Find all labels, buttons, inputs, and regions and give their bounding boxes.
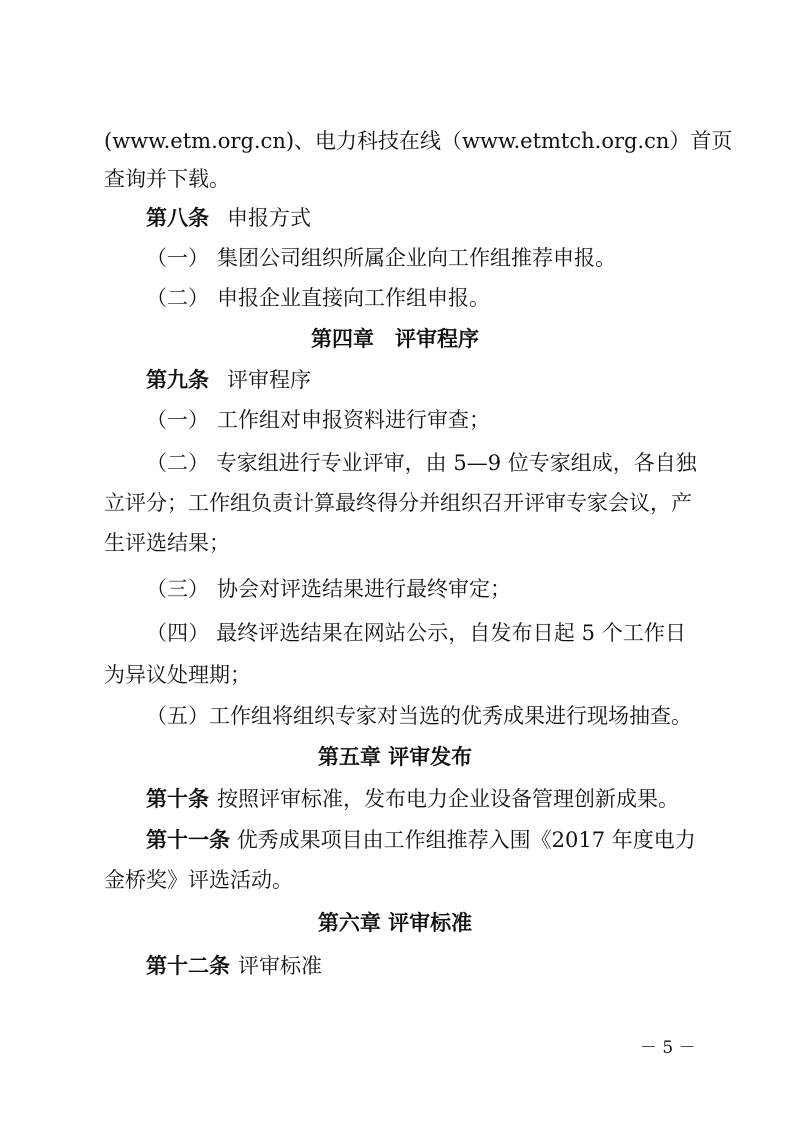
- article-9: [146, 365, 746, 395]
- list-item-text: 工作组将组织专家对当选的优秀成果进行现场抽查。: [209, 704, 692, 728]
- article-12: [146, 951, 746, 981]
- list-marker: （二）: [146, 286, 209, 310]
- article-11-text: 优秀成果项目由工作组推荐入围《2017 年度电力: [236, 828, 696, 852]
- chapter-6-heading: 第六章 评审标准: [317, 910, 473, 935]
- body-line: (www.etm.org.cn)、电力科技在线（www.etmtch.org.cn）首页: [104, 129, 733, 153]
- chapter-5-heading: 第五章 评审发布: [317, 744, 473, 769]
- article-11: [146, 825, 696, 855]
- list-item-text: 最终评选结果在网站公示，自发布日起 5 个工作日: [216, 621, 686, 645]
- body-line: 查询并下载。: [104, 167, 230, 191]
- article-9-item-3: [146, 574, 746, 604]
- page-number: － 5 －: [640, 1038, 696, 1058]
- article-9-item-1: [146, 405, 746, 435]
- body-line: 为异议处理期；: [104, 663, 251, 687]
- body-line: 生评选结果；: [104, 531, 230, 555]
- article-12-title: 评审标准: [238, 954, 322, 978]
- list-marker: （四）: [146, 621, 210, 645]
- article-9-item-2: [146, 448, 697, 478]
- list-item-text: 集团公司组织所属企业向工作组推荐申报。: [217, 246, 616, 270]
- article-8-item-1: [146, 243, 746, 273]
- article-10-text: 按照评审标准，发布电力企业设备管理创新成果。: [217, 787, 679, 811]
- article-9-item-5: [146, 701, 746, 731]
- article-8-heading: 第八条: [146, 205, 209, 230]
- body-line: 立评分；工作组负责计算最终得分并组织召开评审专家会议，产: [104, 491, 692, 515]
- list-marker: （二）: [146, 451, 209, 475]
- article-10-heading: 第十条: [146, 786, 209, 811]
- article-8: [146, 203, 746, 233]
- article-11-heading: 第十一条: [146, 827, 230, 852]
- list-marker: （五）: [146, 704, 209, 728]
- article-8-item-2: [146, 283, 746, 313]
- article-8-title: 申报方式: [227, 206, 311, 230]
- list-item-text: 申报企业直接向工作组申报。: [217, 286, 490, 310]
- article-9-heading: 第九条: [146, 367, 209, 392]
- list-marker: （一）: [146, 246, 209, 270]
- list-marker: （一）: [146, 408, 209, 432]
- list-marker: （三）: [146, 577, 209, 601]
- article-9-item-4: [146, 618, 686, 648]
- article-12-heading: 第十二条: [146, 953, 230, 978]
- article-10: [146, 784, 746, 814]
- body-line: 金桥奖》评选活动。: [104, 868, 293, 892]
- article-9-title: 评审程序: [227, 368, 311, 392]
- chapter-4-heading: 第四章 评审程序: [311, 326, 479, 351]
- list-item-text: 工作组对申报资料进行审查；: [217, 408, 490, 432]
- list-item-text: 专家组进行专业评审，由 5—9 位专家组成，各自独: [215, 451, 697, 475]
- list-item-text: 协会对评选结果进行最终审定；: [217, 577, 511, 601]
